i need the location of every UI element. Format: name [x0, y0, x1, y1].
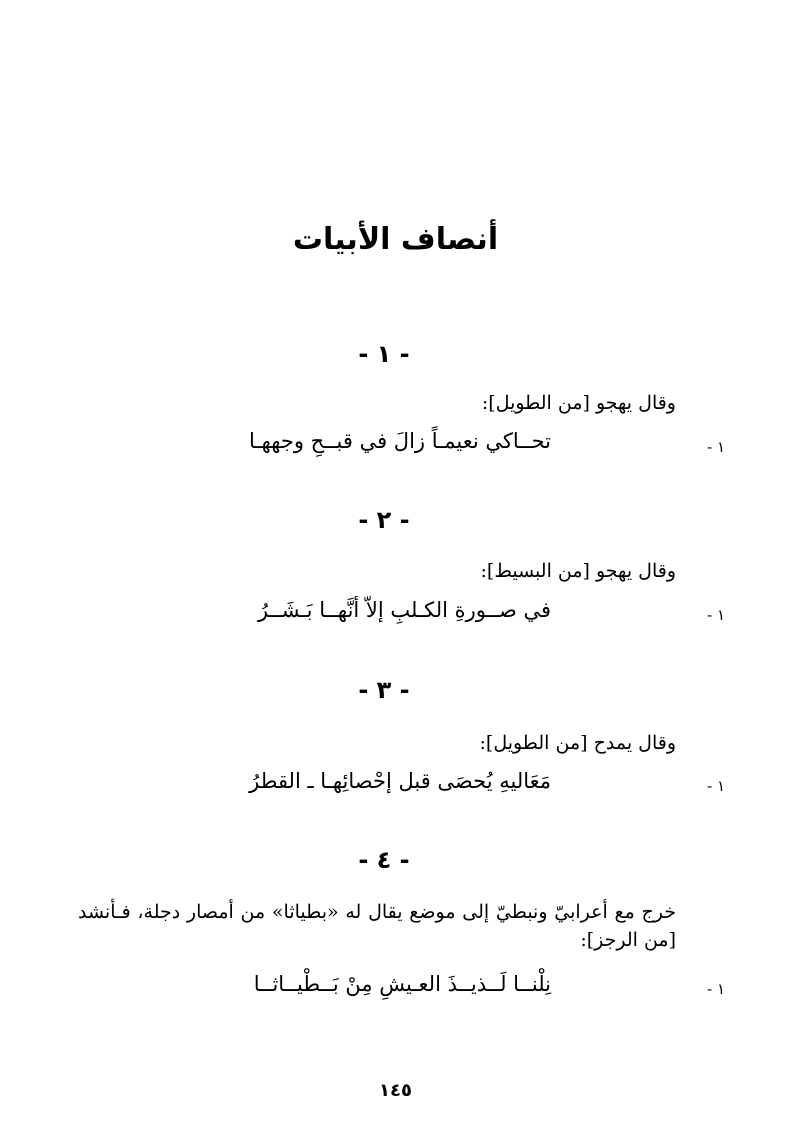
section-2-verse-number: ١ - [707, 606, 725, 624]
section-number-4: - ٤ - [358, 846, 410, 874]
section-1-intro: وقال يهجو [من الطويل]: [481, 392, 676, 414]
section-3-intro: وقال يمدح [من الطويل]: [479, 732, 676, 754]
page-title: أنصاف الأبيات [292, 222, 499, 257]
section-1-verse: تحــاكي نعيمـاً زالَ في قبــحِ وجههـا [248, 429, 551, 453]
section-2-intro: وقال يهجو [من البسيط]: [480, 560, 676, 582]
section-4-verse: نِلْنــا لَــذيــذَ العـيشِ مِنْ بَــطْيــاثــا [253, 972, 551, 996]
section-4-verse-number: ١ - [707, 980, 725, 998]
section-3-verse: مَعَاليهِ يُحصَى قبل إحْصائِهـا ـ القطرُ [249, 769, 551, 793]
section-3-verse-number: ١ - [707, 777, 725, 795]
section-1-verse-number: ١ - [707, 438, 725, 456]
section-4-intro: خرج مع أعرابيّ ونبطيّ إلى موضع يقال له «بطياثا» من أمصار دجلة، فـأنشد [من الرجز]: [78, 901, 676, 951]
page-number: ١٤٥ [379, 1080, 412, 1101]
section-number-1: - ١ - [358, 340, 410, 368]
section-number-3: - ٣ - [358, 676, 410, 704]
section-number-2: - ٢ - [358, 506, 410, 534]
section-2-verse: في صــورةِ الكـلبِ إلاّ أنَّهــا بَـشَــرُ [257, 598, 551, 622]
